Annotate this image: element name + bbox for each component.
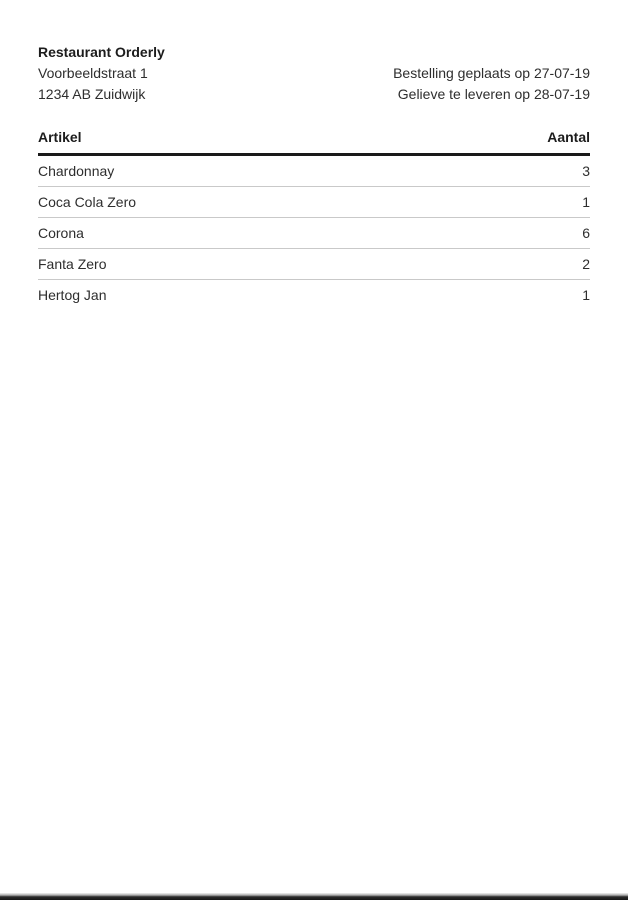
table-row	[38, 187, 590, 218]
address-line-1: Voorbeeldstraat 1	[38, 65, 148, 81]
artikel-cell: Corona	[38, 225, 84, 241]
order-placed-date: Bestelling geplaats op 27-07-19	[393, 65, 590, 81]
column-header-artikel: Artikel	[38, 129, 82, 145]
aantal-cell: 6	[582, 225, 590, 241]
restaurant-name: Restaurant Orderly	[38, 44, 165, 60]
aantal-cell: 1	[582, 287, 590, 303]
page-bottom-edge	[0, 893, 628, 900]
column-header-aantal: Aantal	[547, 129, 590, 145]
delivery-date: Gelieve te leveren op 28-07-19	[397, 86, 590, 102]
restaurant-address-block	[38, 42, 165, 105]
aantal-cell: 1	[582, 194, 590, 210]
artikel-cell: Hertog Jan	[38, 287, 107, 303]
artikel-cell: Chardonnay	[38, 163, 115, 179]
table-body	[38, 156, 590, 310]
artikel-cell: Coca Cola Zero	[38, 194, 137, 210]
order-dates-block	[393, 63, 590, 105]
document-header	[38, 42, 590, 105]
table-row	[38, 218, 590, 249]
document-content	[0, 0, 628, 310]
artikel-cell: Fanta Zero	[38, 256, 107, 272]
table-row	[38, 156, 590, 187]
aantal-cell: 2	[582, 256, 590, 272]
table-row	[38, 249, 590, 280]
aantal-cell: 3	[582, 163, 590, 179]
order-table	[38, 127, 590, 310]
table-row	[38, 280, 590, 310]
table-header-row	[38, 127, 590, 156]
address-line-2: 1234 AB Zuidwijk	[38, 86, 146, 102]
